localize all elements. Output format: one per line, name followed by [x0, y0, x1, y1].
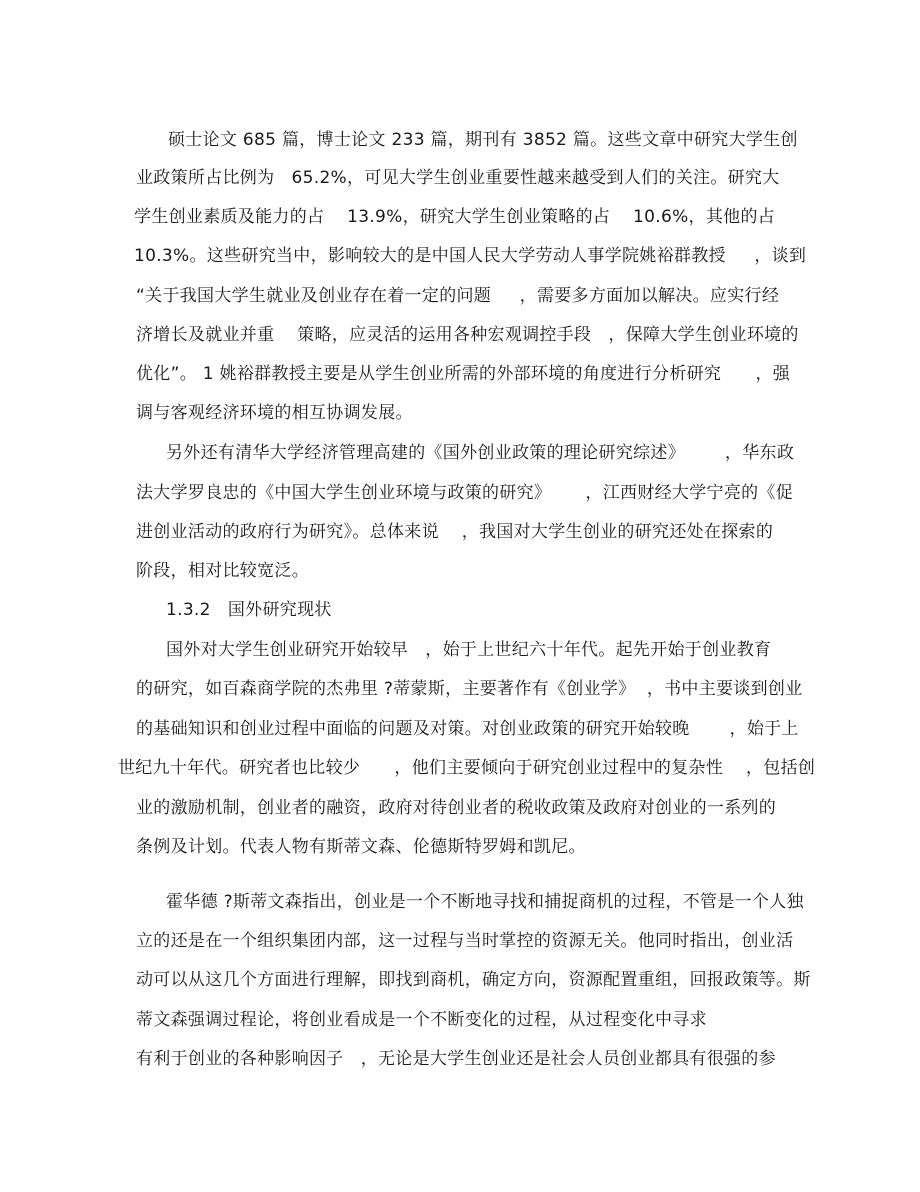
- paragraph-1-line-5: “关于我国大学生就业及创业存在着一定的问题 ，需要多方面加以解决。应实行经: [136, 286, 780, 306]
- paragraph-4-line-4: 蒂文森强调过程论，将创业看成是一个不断变化的过程，从过程变化中寻求: [136, 1010, 707, 1030]
- paragraph-4-line-3: 动可以从这几个方面进行理解，即找到商机，确定方向，资源配置重组，回报政策等。斯: [136, 970, 811, 990]
- paragraph-4-line-5: 有利于创业的各种影响因子 ，无论是大学生创业还是社会人员创业都具有很强的参: [136, 1049, 776, 1069]
- paragraph-1-line-3: 学生创业素质及能力的占 13.9%，研究大学生创业策略的占 10.6%，其他的占: [134, 207, 776, 227]
- paragraph-3-line-1: 国外对大学生创业研究开始较早 ，始于上世纪六十年代。起先开始于创业教育: [166, 640, 772, 660]
- paragraph-1-line-1: 硕士论文 685 篇，博士论文 233 篇，期刊有 3852 篇。这些文章中研究大学生创: [168, 130, 798, 150]
- section-heading: 1.3.2 国外研究现状: [166, 600, 332, 620]
- paragraph-3-line-4: 世纪九十年代。研究者也比较少 ，他们主要倾向于研究创业过程中的复杂性 ，包括创: [118, 758, 816, 778]
- paragraph-3-line-6: 条例及计划。代表人物有斯蒂文森、伦德斯特罗姆和凯尼。: [136, 837, 586, 857]
- paragraph-2-line-2: 法大学罗良忠的《中国大学生创业环境与政策的研究》 ，江西财经大学宁亮的《促: [136, 483, 794, 503]
- paragraph-2-line-1: 另外还有清华大学经济管理高建的《国外创业政策的理论研究综述》 ，华东政: [166, 443, 795, 463]
- paragraph-3-line-3: 的基础知识和创业过程中面临的问题及对策。对创业政策的研究开始较晚 ，始于上: [136, 719, 799, 739]
- paragraph-1-line-6: 济增长及就业并重 策略，应灵活的运用各种宏观调控手段 ，保障大学生创业环境的: [136, 325, 799, 345]
- paragraph-4-line-1: 霍华德 ?斯蒂文森指出，创业是一个不断地寻找和捕捉商机的过程，不管是一个人独: [166, 892, 804, 912]
- paragraph-2-line-4: 阶段，相对比较宽泛。: [136, 561, 309, 581]
- paragraph-1-line-4: 10.3%。这些研究当中，影响较大的是中国人民大学劳动人事学院姚裕群教授 ，谈到: [134, 246, 807, 266]
- paragraph-3-line-2: 的研究，如百森商学院的杰弗里 ?蒂蒙斯，主要著作有《创业学》 ，书中主要谈到创业: [136, 679, 803, 699]
- paragraph-2-line-3: 进创业活动的政府行为研究》。总体来说 ，我国对大学生创业的研究还处在探索的: [136, 522, 774, 542]
- paragraph-1-line-7: 优化”。 1 姚裕群教授主要是从学生创业所需的外部环境的角度进行分析研究 ，强: [136, 364, 791, 384]
- paragraph-1-line-8: 调与客观经济环境的相互协调发展。: [136, 403, 413, 423]
- paragraph-1-line-2: 业政策所占比例为 65.2%，可见大学生创业重要性越来越受到人们的关注。研究大: [136, 168, 780, 188]
- paragraph-4-line-2: 立的还是在一个组织集团内部，这一过程与当时掌控的资源无关。他同时指出，创业活: [136, 931, 794, 951]
- paragraph-3-line-5: 业的激励机制，创业者的融资，政府对待创业者的税收政策及政府对创业的一系列的: [136, 798, 777, 818]
